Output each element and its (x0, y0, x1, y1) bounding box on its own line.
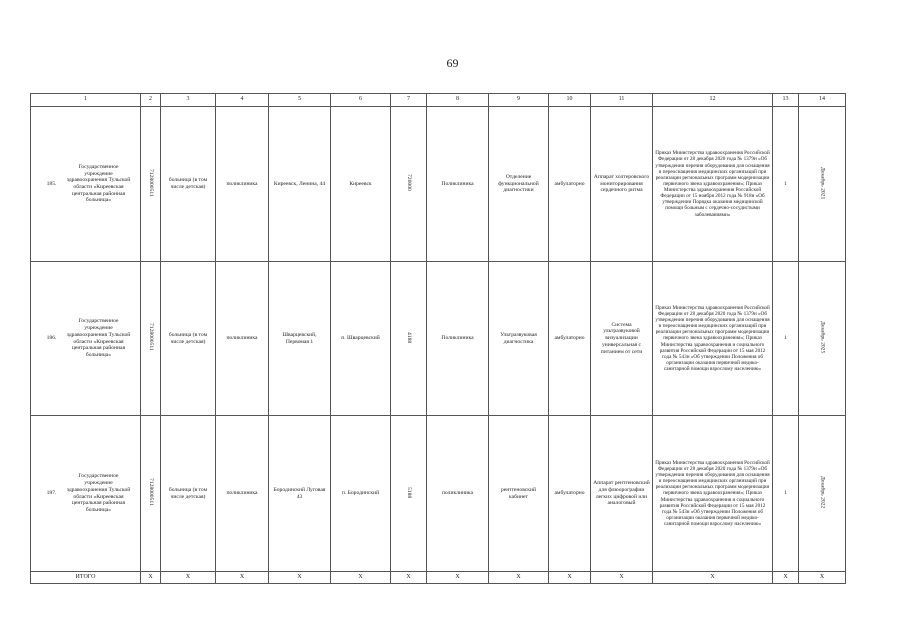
date-text: Декабрь 2021 (819, 166, 826, 199)
total-row (31, 572, 846, 584)
org-code: 7128000511 (147, 323, 154, 352)
equipment-cell: Система ультразвуковой визуализации универсальная с питанием от сети (591, 262, 653, 416)
col-number: 10 (549, 94, 591, 107)
table-row (31, 416, 846, 572)
address-cell: Киреевск, Ленина, 44 (269, 107, 331, 262)
col-number: 4 (216, 94, 269, 107)
col-number: 1 (31, 94, 141, 107)
type-cell: больница (в том числе детская) (161, 107, 216, 262)
locality-cell: Киреевск (331, 107, 391, 262)
row-number: 185. (46, 180, 57, 187)
total-mark: Х (331, 572, 391, 584)
table-row (31, 107, 846, 262)
equipment-cell: Аппарат холтеровского мониторирования сердечного ритма (591, 107, 653, 262)
subdivision-cell: поликлиника (216, 416, 269, 572)
total-mark: Х (269, 572, 331, 584)
total-mark: Х (653, 572, 773, 584)
total-mark: Х (161, 572, 216, 584)
org-cell (31, 416, 141, 572)
locality-cell: п. Шварцевский (331, 262, 391, 416)
date-cell (799, 107, 846, 262)
col-number: 12 (653, 94, 773, 107)
qty-cell: 1 (773, 107, 799, 262)
total-mark: Х (427, 572, 489, 584)
qty-cell: 1 (773, 262, 799, 416)
type-cell: больница (в том числе детская) (161, 262, 216, 416)
org-name: Государственное учреждение здравоохранения Тульской области «Киреевская центральная районная больница» (66, 163, 131, 204)
subdivision-cell: поликлиника (216, 107, 269, 262)
total-mark: Х (799, 572, 846, 584)
col-number: 7 (391, 94, 427, 107)
date-cell (799, 262, 846, 416)
col-number: 14 (799, 94, 846, 107)
org-cell (31, 107, 141, 262)
oktmo-code: 720000 (405, 174, 412, 192)
org-code: 7128000511 (147, 168, 154, 197)
department-cell: Поликлиника (427, 262, 489, 416)
oktmo-code: 4188 (405, 331, 412, 343)
unit-cell: Ультразвуковая диагностика (489, 262, 549, 416)
total-mark: Х (216, 572, 269, 584)
total-label: ИТОГО (31, 572, 141, 584)
unit-cell: Отделение функциональной диагностики (489, 107, 549, 262)
table-row (31, 262, 846, 416)
total-mark: Х (773, 572, 799, 584)
qty-cell: 1 (773, 416, 799, 572)
oktmo-cell (391, 107, 427, 262)
date-text: Декабрь 2022 (819, 476, 826, 509)
type-cell: больница (в том числе детская) (161, 416, 216, 572)
equipment-table (30, 93, 846, 584)
col-number: 3 (161, 94, 216, 107)
column-number-row (31, 94, 846, 107)
org-name: Государственное учреждение здравоохранения Тульской области «Киреевская центральная районная больница» (66, 473, 131, 513)
oktmo-cell (391, 416, 427, 572)
locality-cell: п. Бородинский (331, 416, 391, 572)
oktmo-code: 5188 (405, 486, 412, 498)
total-mark: Х (591, 572, 653, 584)
total-mark: Х (489, 572, 549, 584)
org-code: 7128000511 (147, 478, 154, 507)
col-number: 11 (591, 94, 653, 107)
care-cell: амбулаторно (549, 416, 591, 572)
col-number: 5 (269, 94, 331, 107)
date-cell (799, 416, 846, 572)
col-number: 9 (489, 94, 549, 107)
date-text: Декабрь 2025 (819, 321, 826, 354)
org-cell (31, 262, 141, 416)
department-cell: поликлиника (427, 416, 489, 572)
code-cell (141, 416, 161, 572)
total-mark: Х (141, 572, 161, 584)
col-number: 13 (773, 94, 799, 107)
subdivision-cell: поликлиника (216, 262, 269, 416)
row-number: 186. (46, 335, 57, 342)
org-name: Государственное учреждение здравоохранения Тульской области «Киреевская центральная районная больница» (66, 318, 131, 358)
docs-cell: Приказ Министерства здравоохранения Российской Федерации от 28 декабря 2020 года № 1379н «Об утверждении перечня оборудования для оснащения и переоснащения медицинских организаций при реализации региональных программ модернизации первичного звена здравоохранения»; Приказ Министерства здравоохранения и социального развития Российской Федерации от 15 мая 2012 года № 543н «Об утверждении Положения об организации оказания первичной медико-санитарной помощи взрослому населению» (653, 262, 773, 416)
col-number: 2 (141, 94, 161, 107)
equipment-cell: Аппарат рентгеновский для флюорографии легких цифровой или аналоговый (591, 416, 653, 572)
address-cell: Шварцевский, Первомая 1 (269, 262, 331, 416)
col-number: 6 (331, 94, 391, 107)
row-number: 187. (46, 490, 57, 497)
unit-cell: рентгеновский кабинет (489, 416, 549, 572)
care-cell: амбулаторно (549, 107, 591, 262)
docs-cell: Приказ Министерства здравоохранения Российской Федерации от 28 декабря 2020 года № 1379н «Об утверждении перечня оборудования для оснащения и переоснащения медицинских организаций при реализации региональных программ модернизации первичного звена здравоохранения»; Приказ Министерства здравоохранения Российской Федерации от 15 ноября 2012 года № 918н «Об утверждении Порядка оказания медицинской помощи больным с сердечно-сосудистыми заболеваниями» (653, 107, 773, 262)
care-cell: амбулаторно (549, 262, 591, 416)
code-cell (141, 107, 161, 262)
total-mark: Х (391, 572, 427, 584)
page-number: 69 (446, 56, 459, 70)
oktmo-cell (391, 262, 427, 416)
address-cell: Бородинский Луговая 43 (269, 416, 331, 572)
department-cell: Поликлиника (427, 107, 489, 262)
docs-cell: Приказ Министерства здравоохранения Российской Федерации от 28 декабря 2020 года № 1379н «Об утверждении перечня оборудования для оснащения и переоснащения медицинских организаций при реализации региональных программ модернизации первичного звена здравоохранения»; Приказ Министерства здравоохранения и социального развития Российской Федерации от 15 мая 2012 года № 543н «Об утверждении Положения об организации оказания первичной медико-санитарной помощи взрослому населению» (653, 416, 773, 572)
col-number: 8 (427, 94, 489, 107)
code-cell (141, 262, 161, 416)
total-mark: Х (549, 572, 591, 584)
